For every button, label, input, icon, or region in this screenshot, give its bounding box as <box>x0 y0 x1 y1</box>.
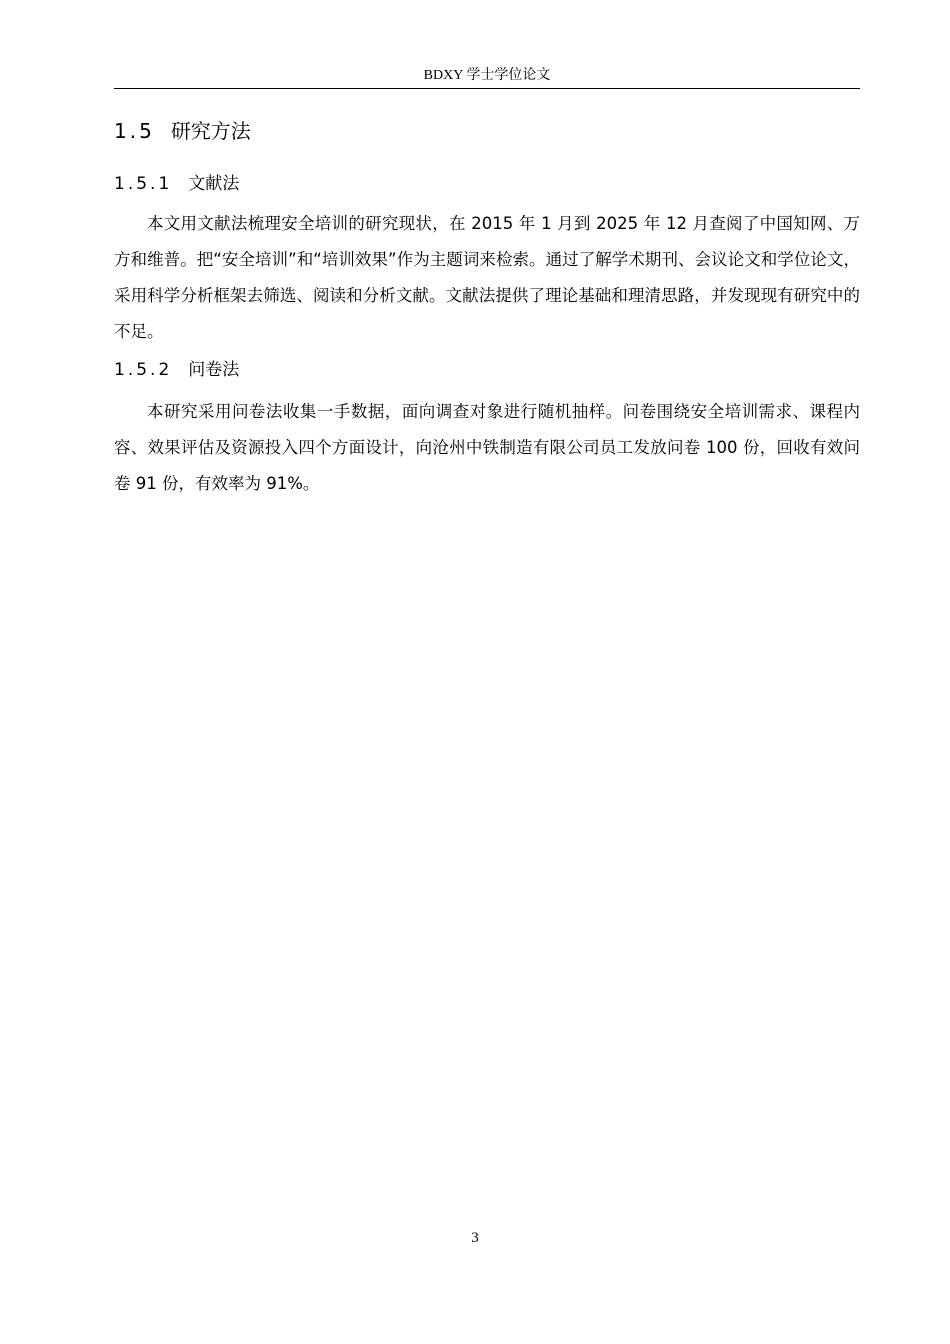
section-heading <box>114 117 251 145</box>
header-rule <box>114 88 860 89</box>
subsection-heading-questionnaire <box>114 358 239 382</box>
paragraph-questionnaire-method: 本研究采用问卷法收集一手数据，面向调查对象进行随机抽样。问卷围绕安全培训需求、课程内容、效果评估及资源投入四个方面设计，向沧州中铁制造有限公司员工发放问卷 100 份，回收有效问卷 91 份，有效率为 91%。 <box>114 402 860 493</box>
page-number: 3 <box>471 1230 479 1246</box>
section-number: 1.5 <box>114 119 155 143</box>
paragraph-literature-method: 本文用文献法梳理安全培训的研究现状，在 2015 年 1 月到 2025 年 12 月查阅了中国知网、万方和维普。把“安全培训”和“培训效果”作为主题词来检索。通过了解学术期刊、会议论文和学位论文，采用科学分析框架去筛选、阅读和分析文献。文献法提供了理论基础和理清思路，并发现现有研究中的不足。 <box>114 214 860 341</box>
subsection-number: 1.5.1 <box>114 174 173 194</box>
subsection-heading-literature <box>114 172 239 196</box>
subsection-title: 问卷法 <box>188 360 240 380</box>
section-title: 研究方法 <box>170 119 251 143</box>
subsection-title: 文献法 <box>188 174 240 194</box>
subsection-number: 1.5.2 <box>114 360 173 380</box>
running-header: BDXY 学士学位论文 <box>423 68 551 83</box>
